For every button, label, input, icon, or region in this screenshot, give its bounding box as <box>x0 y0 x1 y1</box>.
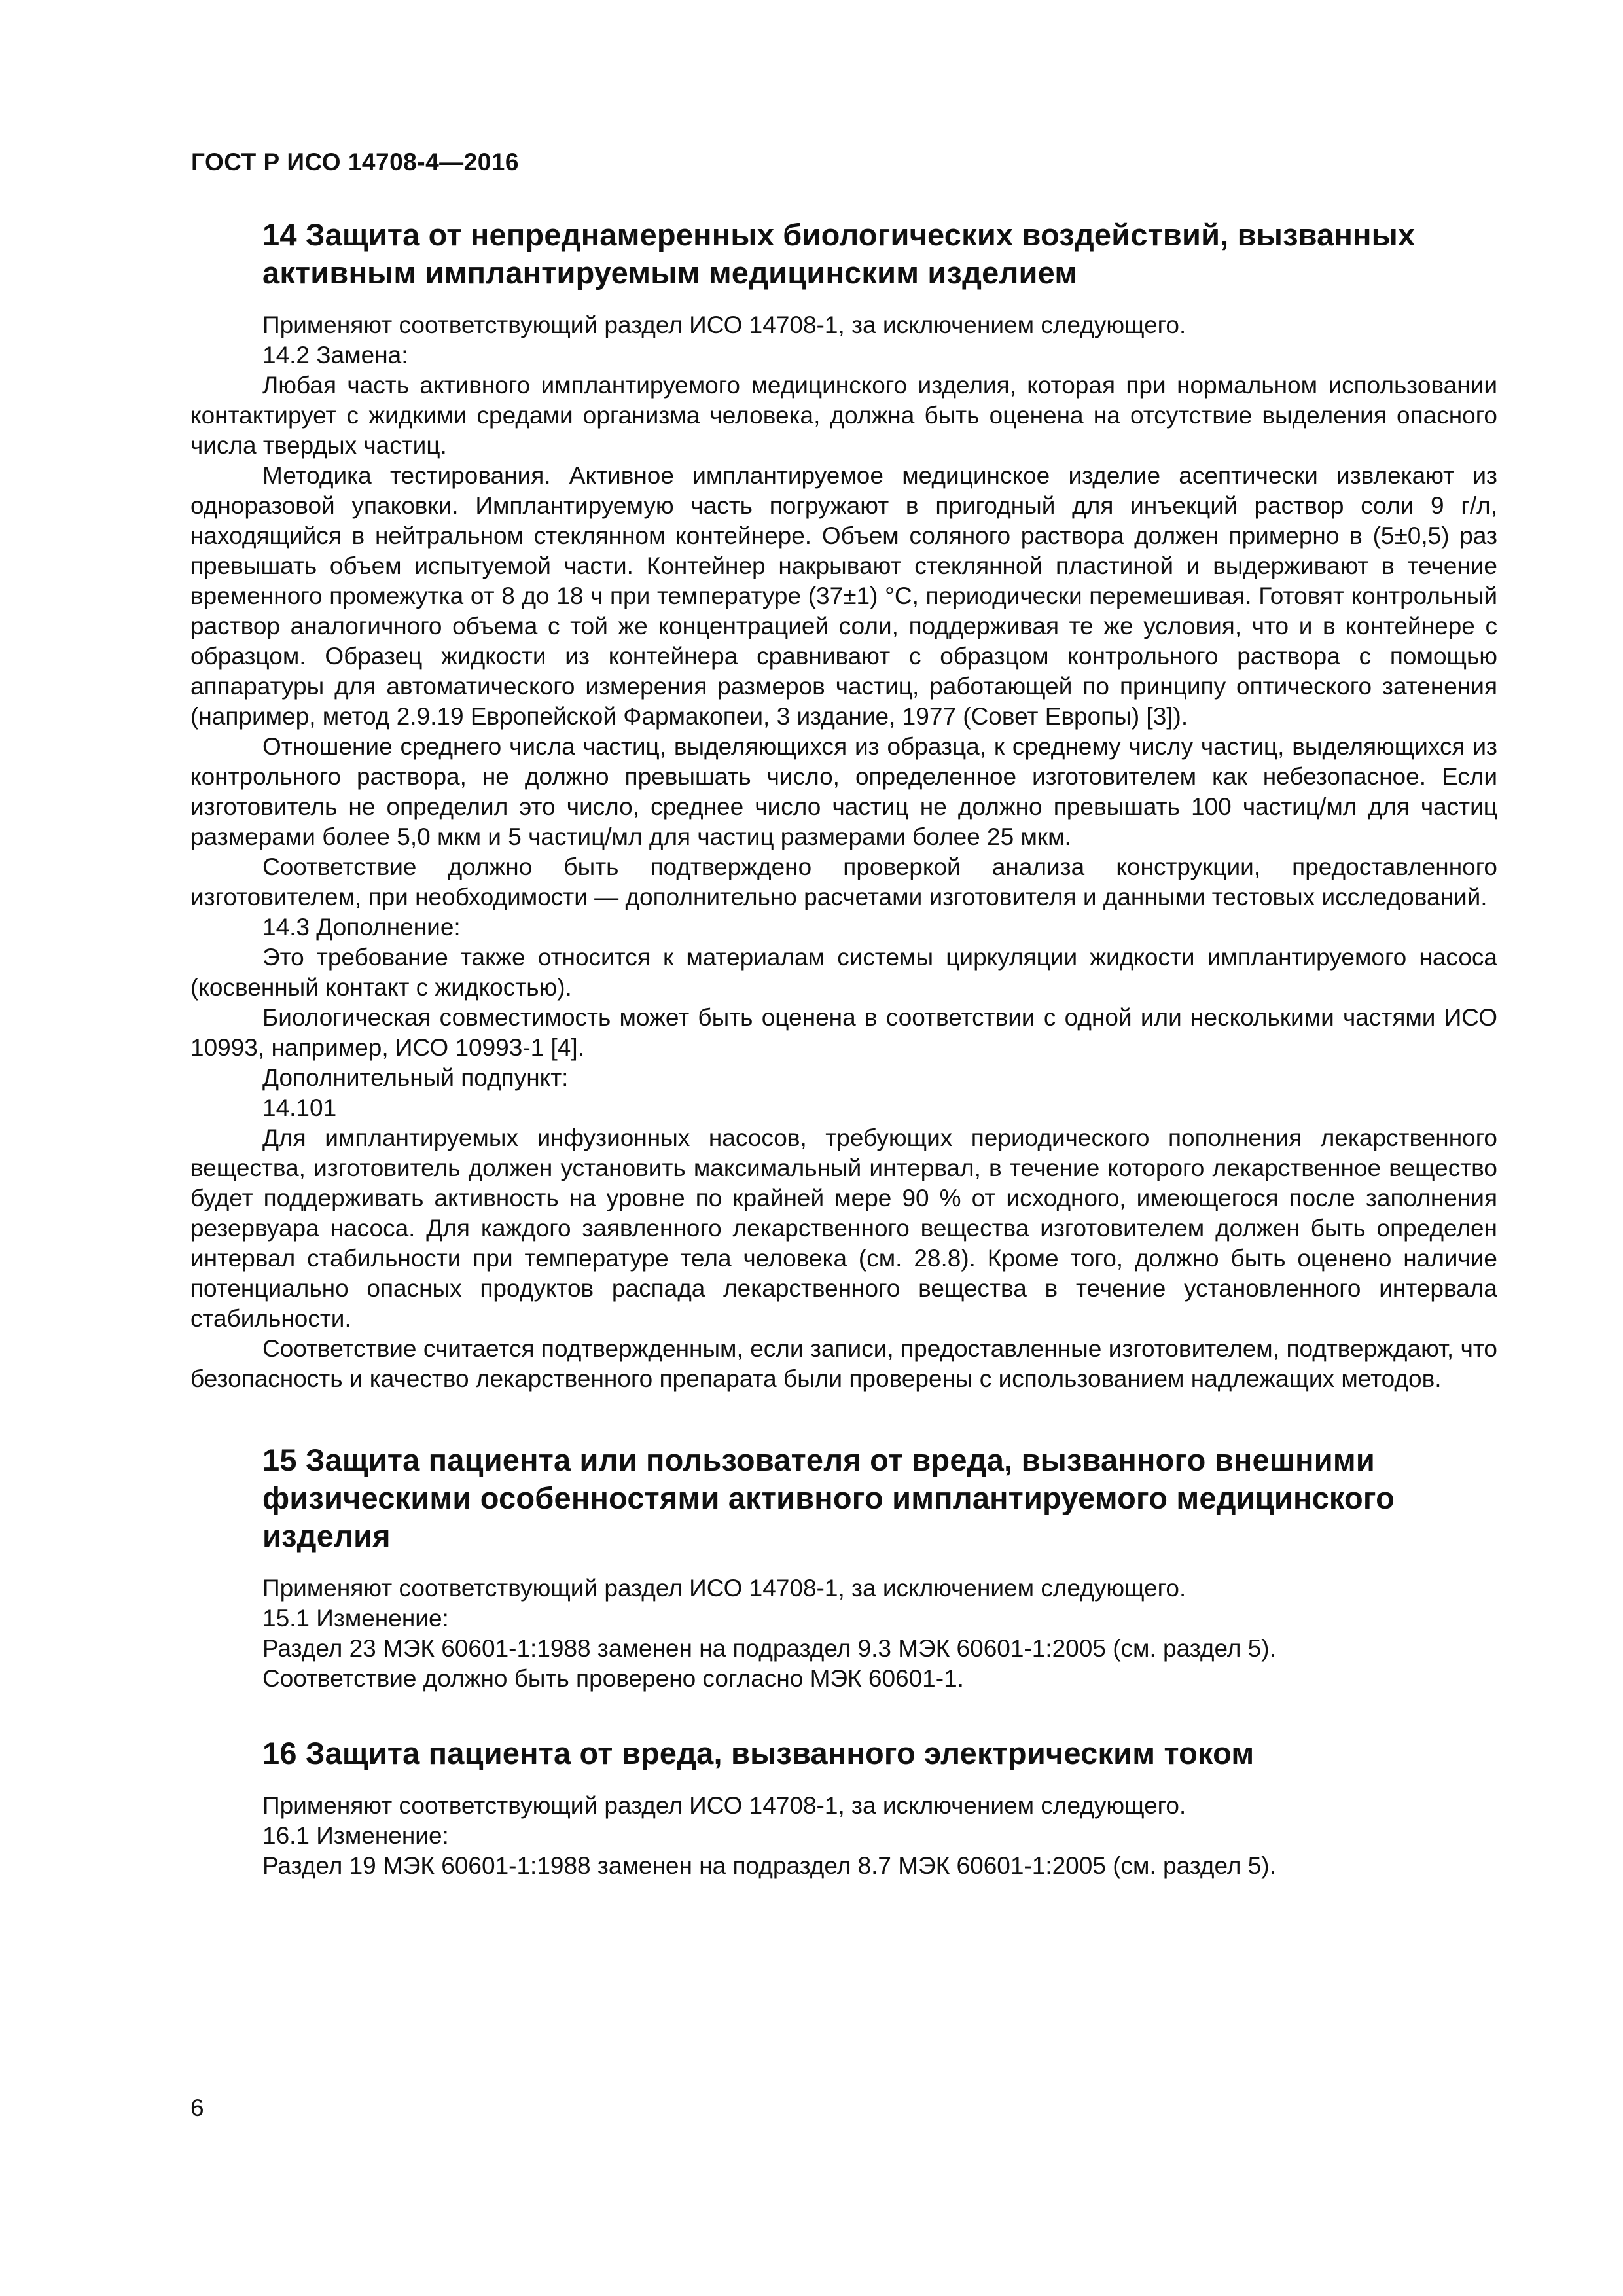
page-content <box>190 216 1497 1881</box>
section-15-heading: 15 Защита пациента или пользователя от вреда, вызванного внешними физическими особенностями активного имплантируемого медицинского изделия <box>262 1443 1395 1553</box>
paragraph: Любая часть активного имплантируемого медицинского изделия, которая при нормальном использовании контактирует с жидкими средами организма человека, должна быть оценена на отсутствие выделения опасного числа твердых частиц. <box>190 372 1497 459</box>
paragraph: Раздел 23 МЭК 60601-1:1988 заменен на подраздел 9.3 МЭК 60601-1:2005 (см. раздел 5). <box>262 1635 1276 1662</box>
section-16-body <box>190 1791 1497 1881</box>
paragraph: Биологическая совместимость может быть оценена в соответствии с одной или несколькими частями ИСО 10993, например, ИСО 10993-1 [4]. <box>190 1004 1497 1061</box>
paragraph: Применяют соответствующий раздел ИСО 14708-1, за исключением следующего. <box>262 1792 1186 1819</box>
section-16-heading: 16 Защита пациента от вреда, вызванного электрическим током <box>262 1736 1255 1770</box>
paragraph: Применяют соответствующий раздел ИСО 14708-1, за исключением следующего. <box>262 312 1186 338</box>
paragraph: Применяют соответствующий раздел ИСО 14708-1, за исключением следующего. <box>262 1575 1186 1602</box>
subsection-label: Дополнительный подпункт: <box>262 1064 569 1091</box>
subsection-label: 14.3 Дополнение: <box>262 914 461 941</box>
subsection-number: 14.101 <box>262 1094 337 1121</box>
page-number: 6 <box>190 2094 204 2121</box>
paragraph: Раздел 19 МЭК 60601-1:1988 заменен на подраздел 8.7 МЭК 60601-1:2005 (см. раздел 5). <box>262 1852 1276 1879</box>
paragraph: Соответствие должно быть подтверждено проверкой анализа конструкции, предоставленного изготовителем, при необходимости — дополнительно расчетами изготовителя и данными тестовых исследований. <box>190 853 1497 910</box>
paragraph: Отношение среднего числа частиц, выделяющихся из образца, к среднему числу частиц, выделяющихся из контрольного раствора, не должно превышать число, определенное изготовителем как небезопасное. Если изготовитель не определил это число, среднее число частиц не должно превышать 100 частиц/мл для частиц размерами более 5,0 мкм и 5 частиц/мл для частиц размерами более 25 мкм. <box>190 733 1497 850</box>
paragraph: Для имплантируемых инфузионных насосов, требующих периодического пополнения лекарственного вещества, изготовитель должен установить максимальный интервал, в течение которого лекарственное вещество будет поддерживать активность на уровне по крайней мере 90 % от исходного, имеющегося после заполнения резервуара насоса. Для каждого заявленного лекарственного вещества изготовителем должен быть определен интервал стабильности при температуре тела человека (см. 28.8). Кроме того, должно быть оценено наличие потенциально опасных продуктов распада лекарственного вещества в течение установленного интервала стабильности. <box>190 1124 1497 1332</box>
subsection-label: 15.1 Изменение: <box>262 1605 449 1632</box>
subsection-label: 16.1 Изменение: <box>262 1822 449 1849</box>
paragraph: Соответствие считается подтвержденным, если записи, предоставленные изготовителем, подтверждают, что безопасность и качество лекарственного препарата были проверены с использованием надлежащих методов. <box>190 1335 1497 1392</box>
document-header: ГОСТ Р ИСО 14708-4—2016 <box>191 149 519 175</box>
paragraph: Это требование также относится к материалам системы циркуляции жидкости имплантируемого насоса (косвенный контакт с жидкостью). <box>190 944 1497 1001</box>
section-14-body <box>190 310 1497 1394</box>
section-14-heading: 14 Защита от непреднамеренных биологических воздействий, вызванных активным имплантируемым медицинским изделием <box>262 217 1416 290</box>
subsection-label: 14.2 Замена: <box>262 342 408 368</box>
paragraph: Соответствие должно быть проверено согласно МЭК 60601-1. <box>262 1665 964 1692</box>
paragraph: Методика тестирования. Активное имплантируемое медицинское изделие асептически извлекают из одноразовой упаковки. Имплантируемую часть погружают в пригодный для инъекций раствор соли 9 г/л, находящийся в нейтральном стеклянном контейнере. Объем соляного раствора должен примерно в (5±0,5) раз превышать объем испытуемой части. Контейнер накрывают стеклянной пластиной и выдерживают в течение временного промежутка от 8 до 18 ч при температуре (37±1) °С, периодически перемешивая. Готовят контрольный раствор аналогичного объема с той же концентрацией соли, поддерживая те же условия, что и в контейнере с образцом. Образец жидкости из контейнера сравнивают с образцом контрольного раствора с помощью аппаратуры для автоматического измерения размеров частиц, работающей по принципу оптического затенения (например, метод 2.9.19 Европейской Фармакопеи, 3 издание, 1977 (Совет Европы) [3]). <box>190 462 1497 730</box>
section-15-body <box>190 1573 1497 1694</box>
